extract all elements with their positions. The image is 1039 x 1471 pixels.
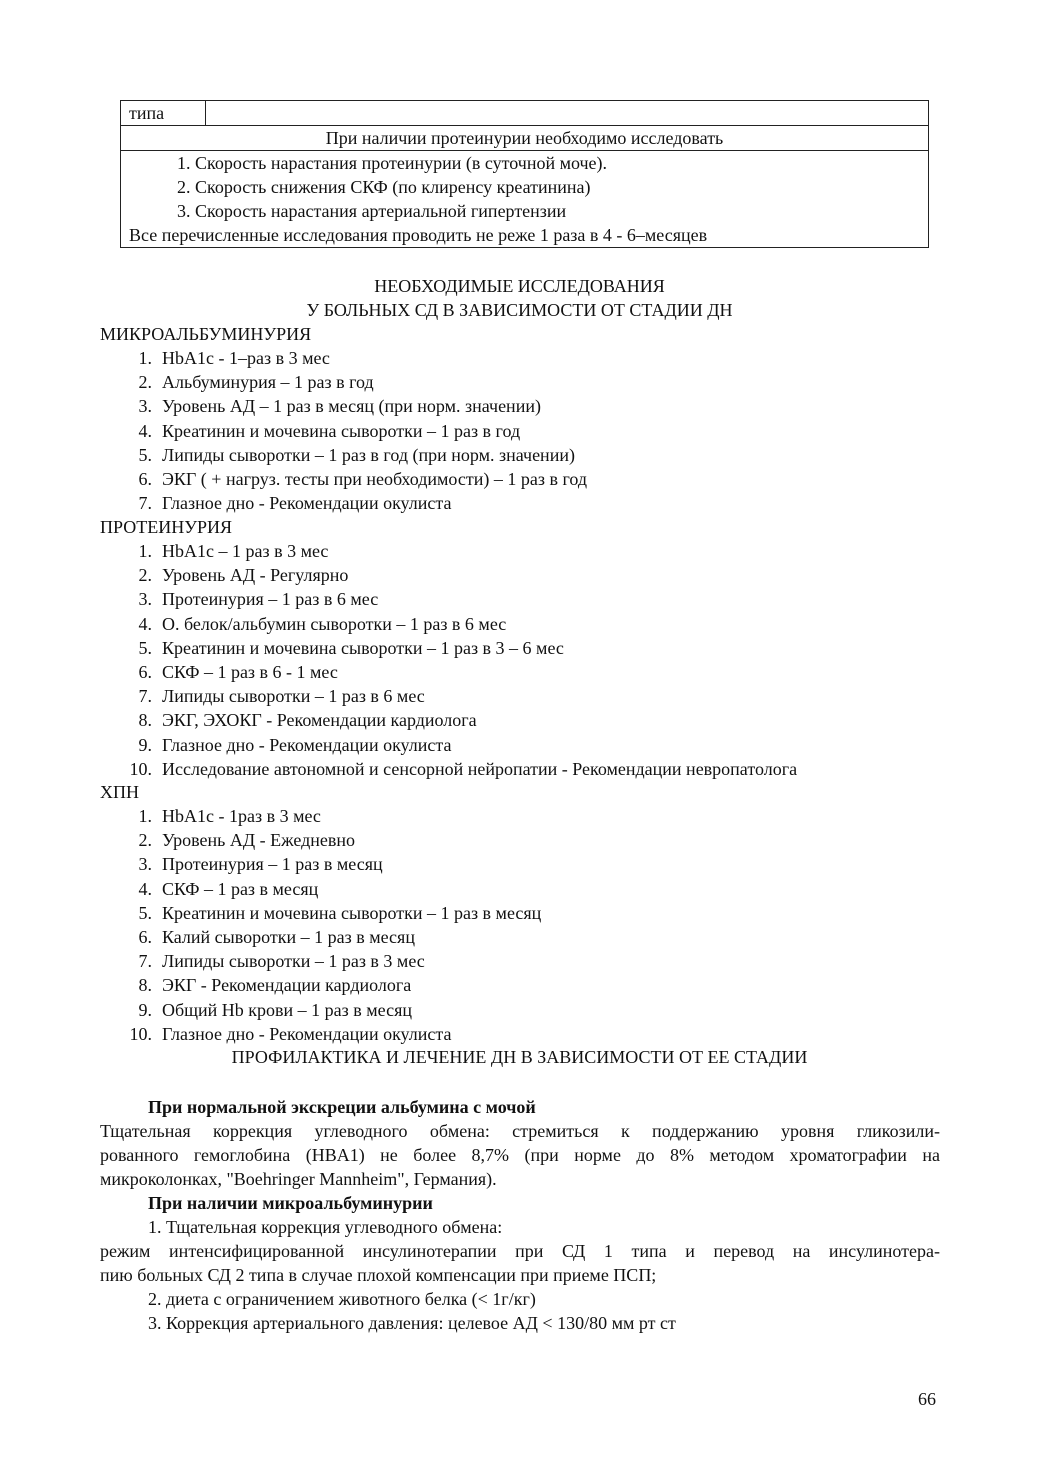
section-heading-line1: НЕОБХОДИМЫЕ ИССЛЕДОВАНИЯ — [374, 276, 665, 296]
list-item: 5. Креатинин и мочевина сыворотки – 1 раз в 3 – 6 мес — [138, 637, 564, 658]
list-item: 5. Липиды сыворотки – 1 раз в год (при норм. значении) — [138, 444, 575, 465]
list-item: 1. HbA1c – 1 раз в 3 мес — [138, 541, 329, 561]
micro-step-3: 3. Коррекция артериального давления: целевое АД < 130/80 мм рт ст — [148, 1313, 676, 1333]
list-item: 10. Глазное дно - Рекомендации окулиста — [129, 1023, 452, 1044]
list-item: 9. Глазное дно - Рекомендации окулиста — [138, 734, 452, 755]
list-item: 6. Калий сыворотки – 1 раз в месяц — [138, 926, 415, 947]
table-item: 2. Скорость снижения СКФ (по клиренсу креатинина) — [177, 177, 591, 197]
section-heading-line2: У БОЛЬНЫХ СД В ЗАВИСИМОСТИ ОТ СТАДИИ ДН — [306, 300, 733, 320]
page-number: 66 — [918, 1389, 936, 1409]
list-item: 6. СКФ – 1 раз в 6 - 1 мес — [138, 661, 338, 682]
list-item: 1. HbA1c - 1раз в 3 мес — [138, 806, 321, 826]
list-item: 8. ЭКГ, ЭХОКГ - Рекомендации кардиолога — [138, 710, 477, 731]
table-proteinuria-header: При наличии протеинурии необходимо исследовать — [121, 126, 929, 151]
list-item: 2. Альбуминурия – 1 раз в год — [138, 372, 374, 393]
stage-title-crf: ХПН — [100, 782, 139, 802]
list-item: 4. СКФ – 1 раз в месяц — [138, 878, 319, 899]
subheading-microalbuminuria: При наличии микроальбуминурии — [148, 1193, 433, 1213]
paragraph-normal-excretion: Тщательная коррекция углеводного обмена: стремиться к поддержанию уровня гликозили- рованного гемоглобина (HBA1) не более 8,7% (при норме до 8% методом хроматографии на микроколонках, "Boehringer Mannheim", Германия). — [100, 1121, 940, 1189]
subheading-normal-excretion: При нормальной экскреции альбумина с мочой — [148, 1097, 536, 1117]
investigation-table — [120, 100, 929, 248]
list-item: 4. Креатинин и мочевина сыворотки – 1 раз в год — [138, 420, 521, 441]
list-item: 4. О. белок/альбумин сыворотки – 1 раз в 6 мес — [138, 613, 507, 634]
stage-title-proteinuria: ПРОТЕИНУРИЯ — [100, 517, 232, 537]
crf-list — [100, 804, 541, 1046]
stage-title-microalbuminuria: МИКРОАЛЬБУМИНУРИЯ — [100, 324, 312, 344]
table-row — [121, 101, 929, 126]
list-item: 7. Липиды сыворотки – 1 раз в 3 мес — [138, 951, 425, 972]
table-item: 3. Скорость нарастания артериальной гипертензии — [177, 201, 567, 221]
table-cell-empty — [206, 101, 929, 126]
table-item: 1. Скорость нарастания протеинурии (в суточной моче). — [177, 153, 608, 173]
list-item: 9. Общий Hb крови – 1 раз в месяц — [138, 999, 412, 1020]
table-cell-type: типа — [121, 101, 206, 126]
list-item: 7. Глазное дно - Рекомендации окулиста — [138, 493, 452, 514]
microalbuminuria-list — [100, 346, 587, 515]
list-item: 5. Креатинин и мочевина сыворотки – 1 раз в месяц — [138, 902, 542, 923]
table-items-cell — [121, 151, 929, 248]
list-item: 8. ЭКГ - Рекомендации кардиолога — [138, 975, 412, 996]
prevention-heading: ПРОФИЛАКТИКА И ЛЕЧЕНИЕ ДН В ЗАВИСИМОСТИ ОТ ЕЕ СТАДИИ — [231, 1047, 808, 1067]
list-item: 3. Протеинурия – 1 раз в месяц — [138, 854, 383, 875]
list-item: 6. ЭКГ ( + нагруз. тесты при необходимости) – 1 раз в год — [138, 468, 588, 489]
table-row — [121, 151, 929, 248]
list-item: 2. Уровень АД - Ежедневно — [138, 830, 356, 851]
list-item: 10. Исследование автономной и сенсорной нейропатии - Рекомендации невропатолога — [129, 758, 798, 779]
list-item: 7. Липиды сыворотки – 1 раз в 6 мес — [138, 686, 425, 707]
table-footer-note: Все перечисленные исследования проводить не реже 1 раза в 4 - 6–месяцев — [129, 225, 708, 245]
proteinuria-list — [100, 539, 797, 781]
list-item: 3. Уровень АД – 1 раз в месяц (при норм. значении) — [138, 396, 541, 417]
micro-step-1: 1. Тщательная коррекция углеводного обмена: — [148, 1217, 503, 1237]
micro-step-2: 2. диета с ограничением животного белка (< 1г/кг) — [148, 1289, 536, 1309]
list-item: 3. Протеинурия – 1 раз в 6 мес — [138, 589, 379, 610]
list-item: 2. Уровень АД - Регулярно — [138, 565, 349, 586]
table-row — [121, 126, 929, 151]
paragraph-insulin-therapy: режим интенсифицированной инсулинотерапии при СД 1 типа и перевод на инсулинотера- пию больных СД 2 типа в случае плохой компенсации при приеме ПСП; — [100, 1241, 940, 1285]
list-item: 1. HbA1c - 1–раз в 3 мес — [138, 348, 330, 368]
